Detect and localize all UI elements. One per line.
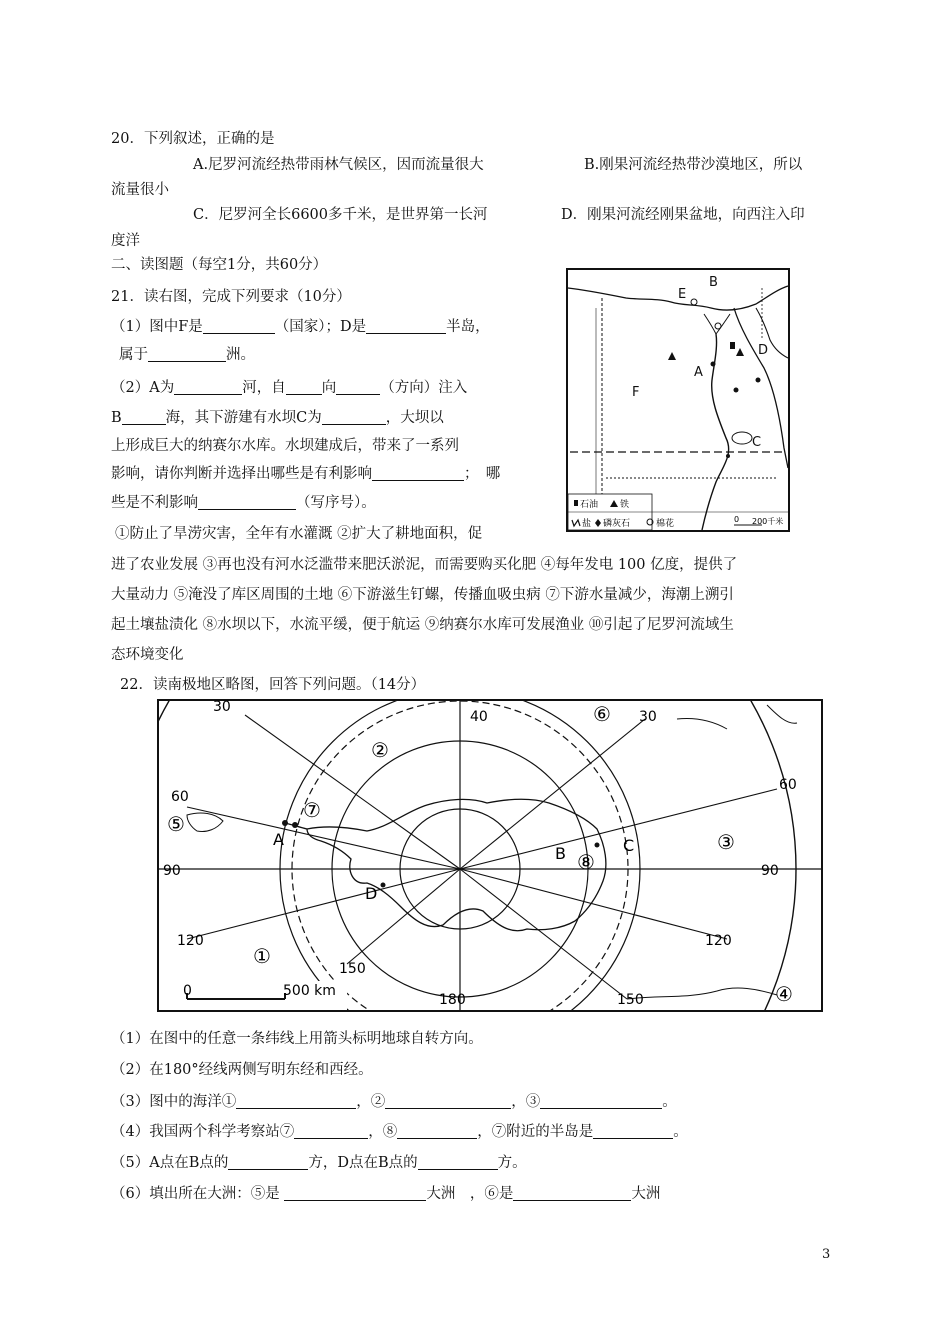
q22-stem: 22．读南极地区略图，回答下列问题。（14分） bbox=[120, 677, 426, 693]
lon-label-30-left: 30 bbox=[213, 699, 231, 715]
q21-p2-text-d: （方向）注入 bbox=[380, 380, 468, 396]
q22-s4-text-d: 。 bbox=[673, 1124, 688, 1140]
region-8: ⑧ bbox=[577, 850, 595, 874]
q21-p1-text-d: 属于 bbox=[119, 347, 148, 363]
q22-blank-ocean-2[interactable] bbox=[385, 1094, 511, 1109]
q21-stem: 21．读右图，完成下列要求（10分） bbox=[111, 289, 351, 305]
q21-blank-dam[interactable] bbox=[322, 410, 386, 425]
lon-label-150-right: 150 bbox=[617, 992, 644, 1008]
q22-s3-text-d: 。 bbox=[662, 1094, 677, 1110]
region-5: ⑤ bbox=[167, 812, 185, 836]
q21-blank-f[interactable] bbox=[203, 319, 275, 334]
q22-s5-text-b: 方，D点在B点的 bbox=[308, 1155, 418, 1171]
q21-part2 bbox=[111, 376, 467, 397]
q22-sub5 bbox=[111, 1151, 527, 1172]
q21-blank-d[interactable] bbox=[366, 319, 446, 334]
q21-blank-sea[interactable] bbox=[122, 410, 166, 425]
q22-blank-direction-a[interactable] bbox=[228, 1155, 308, 1170]
antarctica-map bbox=[157, 699, 823, 1012]
egypt-scale-zero: 0 bbox=[734, 515, 740, 524]
q22-sub4 bbox=[111, 1120, 688, 1141]
lon-label-90-right: 90 bbox=[761, 863, 779, 879]
q22-s4-text-c: ，⑦附近的半岛是 bbox=[477, 1124, 594, 1140]
region-6: ⑥ bbox=[593, 702, 611, 726]
region-4: ④ bbox=[775, 982, 793, 1006]
q21-part2-cont4 bbox=[111, 491, 376, 512]
q21-options-3: 大量动力 ⑤淹没了库区周围的土地 ⑥下游滋生钉螺，传播血吸虫病 ⑦下游水量减少，海潮上溯引 bbox=[111, 587, 734, 603]
antarctica-scale-zero: 0 bbox=[183, 983, 192, 999]
q21-p2-text-e: B bbox=[111, 410, 122, 426]
q22-blank-direction-d[interactable] bbox=[418, 1155, 498, 1170]
q20-option-a: A.尼罗河流经热带雨林气候区，因而流量很大 bbox=[193, 157, 484, 173]
egypt-map-label-a: A bbox=[694, 365, 703, 380]
q21-p2-text-l: （写序号）。 bbox=[296, 495, 376, 511]
q22-blank-station-8[interactable] bbox=[397, 1124, 477, 1139]
egypt-scale-value: 200千米 bbox=[752, 517, 784, 526]
egypt-map-label-c: C bbox=[752, 435, 762, 450]
egypt-map-label-b: B bbox=[709, 275, 718, 290]
q21-blank-good[interactable] bbox=[372, 466, 464, 481]
egypt-map-label-e: E bbox=[678, 287, 687, 302]
q20-option-b-cont: 流量很小 bbox=[111, 182, 169, 198]
q22-blank-ocean-1[interactable] bbox=[236, 1094, 356, 1109]
q22-s6-text-a: （6）填出所在大洲：⑤是 bbox=[111, 1186, 280, 1202]
q21-p2-text-a: （2）A为 bbox=[111, 380, 175, 396]
point-a: A bbox=[273, 830, 284, 849]
region-7: ⑦ bbox=[303, 798, 321, 822]
q21-p1-text-c: 半岛， bbox=[446, 319, 490, 335]
q22-blank-continent-6[interactable] bbox=[513, 1186, 631, 1201]
egypt-map bbox=[566, 268, 790, 532]
q21-p2-text-f: 海，其下游建有水坝C为 bbox=[165, 410, 322, 426]
q21-p2-text-i: 影响，请你判断并选择出哪些是有利影响 bbox=[111, 466, 372, 482]
lon-label-150-left: 150 bbox=[339, 961, 366, 977]
region-2: ② bbox=[371, 738, 389, 762]
q22-blank-continent-5[interactable] bbox=[284, 1186, 426, 1201]
lon-label-60-left: 60 bbox=[171, 789, 189, 805]
q21-p2-text-g: ，大坝以 bbox=[385, 410, 444, 426]
q21-p2-text-c: 向 bbox=[321, 380, 337, 396]
q22-blank-ocean-3[interactable] bbox=[540, 1094, 662, 1109]
lon-label-120-left: 120 bbox=[177, 933, 204, 949]
q22-sub1: （1）在图中的任意一条纬线上用箭头标明地球自转方向。 bbox=[111, 1031, 483, 1047]
q21-blank-river[interactable] bbox=[174, 380, 242, 395]
point-b: B bbox=[555, 844, 566, 863]
lon-label-180: 180 bbox=[439, 992, 466, 1008]
q20-option-d: D．刚果河流经刚果盆地，向西注入印 bbox=[561, 207, 805, 223]
q22-s4-text-b: ，⑧ bbox=[368, 1124, 398, 1140]
egypt-map-label-f: F bbox=[632, 385, 640, 400]
egypt-map-label-d: D bbox=[758, 343, 769, 358]
antarctica-scale-value: 500 km bbox=[283, 983, 336, 999]
q20-option-c: C．尼罗河全长6600多千米，是世界第一长河 bbox=[193, 207, 488, 223]
lon-label-40: 40 bbox=[470, 709, 488, 725]
region-3: ③ bbox=[717, 830, 735, 854]
q22-s6-text-b: 大洲 ，⑥是 bbox=[426, 1186, 514, 1202]
legend-oil: 石油 bbox=[580, 500, 599, 510]
q21-p1-text-b: （国家）；D是 bbox=[274, 319, 367, 335]
lon-label-60-right: 60 bbox=[779, 777, 797, 793]
point-c: C bbox=[623, 836, 635, 855]
q21-part2-cont2: 上形成巨大的纳赛尔水库。水坝建成后，带来了一系列 bbox=[111, 438, 459, 454]
q21-part1-cont bbox=[119, 343, 255, 364]
legend-iron: 铁 bbox=[620, 500, 630, 510]
q22-s3-text-a: （3）图中的海洋① bbox=[111, 1094, 237, 1110]
q20-stem: 20．下列叙述，正确的是 bbox=[111, 131, 275, 147]
q21-p1-text-e: 洲。 bbox=[226, 347, 255, 363]
legend-phosphate: 磷灰石 bbox=[603, 519, 631, 529]
section-heading: 二、读图题（每空1分，共60分） bbox=[111, 257, 328, 273]
q21-blank-continent[interactable] bbox=[148, 347, 226, 362]
q21-p1-text-a: （1）图中F是 bbox=[111, 319, 203, 335]
q21-part2-cont1 bbox=[111, 406, 444, 427]
page-number: 3 bbox=[822, 1247, 831, 1262]
q21-blank-from[interactable] bbox=[286, 380, 322, 395]
q21-p2-text-b: 河，自 bbox=[242, 380, 286, 396]
lon-label-30-right: 30 bbox=[639, 709, 657, 725]
q22-blank-peninsula[interactable] bbox=[593, 1124, 673, 1139]
q21-options-5: 态环境变化 bbox=[111, 647, 184, 663]
q21-p2-text-j: ； 哪 bbox=[464, 466, 501, 482]
q22-sub2: （2）在180°经线两侧写明东经和西经。 bbox=[111, 1062, 373, 1078]
q21-blank-bad[interactable] bbox=[198, 495, 296, 510]
q22-blank-station-7[interactable] bbox=[294, 1124, 368, 1139]
q21-options-2: 进了农业发展 ③再也没有河水泛滥带来肥沃淤泥，而需要购买化肥 ④每年发电 100 亿度，提供了 bbox=[111, 557, 738, 573]
q21-options-1: ①防止了旱涝灾害，全年有水灌溉 ②扩大了耕地面积，促 bbox=[115, 526, 483, 542]
q21-part1 bbox=[111, 315, 490, 336]
q21-options-4: 起土壤盐渍化 ⑧水坝以下，水流平缓，便于航运 ⑨纳赛尔水库可发展渔业 ⑩引起了尼罗河流域生 bbox=[111, 617, 734, 633]
q20-option-d-cont: 度洋 bbox=[111, 233, 140, 249]
q22-s4-text-a: （4）我国两个科学考察站⑦ bbox=[111, 1124, 295, 1140]
lon-label-120-right: 120 bbox=[705, 933, 732, 949]
q22-sub6 bbox=[111, 1182, 660, 1203]
q22-s5-text-c: 方。 bbox=[497, 1155, 527, 1171]
q22-sub3 bbox=[111, 1090, 677, 1111]
q21-part2-cont3 bbox=[111, 462, 500, 483]
q22-s3-text-b: ，② bbox=[356, 1094, 386, 1110]
legend-cotton: 棉花 bbox=[656, 519, 675, 529]
q21-p2-text-k: 些是不利影响 bbox=[111, 495, 198, 511]
q22-s6-text-c: 大洲 bbox=[631, 1186, 661, 1202]
q22-s5-text-a: （5）A点在B点的 bbox=[111, 1155, 229, 1171]
point-d: D bbox=[365, 884, 378, 903]
legend-salt: 盐 bbox=[582, 519, 592, 529]
region-1: ① bbox=[253, 944, 271, 968]
q22-s3-text-c: ，③ bbox=[511, 1094, 541, 1110]
q21-blank-to[interactable] bbox=[336, 380, 380, 395]
lon-label-90-left: 90 bbox=[163, 863, 181, 879]
q20-option-b: B.刚果河流经热带沙漠地区，所以 bbox=[584, 157, 803, 173]
